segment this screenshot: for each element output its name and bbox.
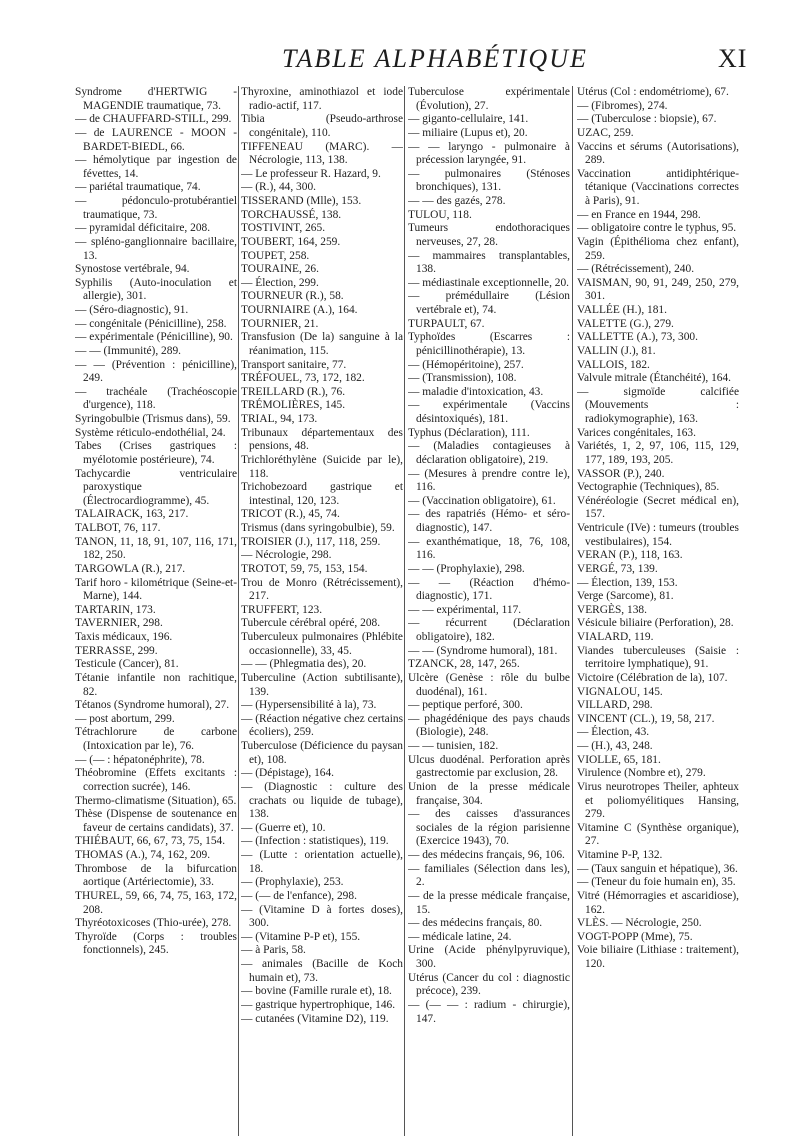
index-entry: — (— — : radium - chirurgie), 147. [408, 998, 570, 1025]
index-entry: — (Vaccination obligatoire), 61. [408, 494, 556, 507]
index-entry: VOGT-POPP (Mme), 75. [577, 930, 693, 943]
index-entry: TOURAINE, 26. [241, 263, 319, 276]
index-entry: — — tunisien, 182. [408, 740, 499, 752]
index-entry: — (— : hépatonéphrite), 78. [75, 753, 205, 766]
index-entry: — (Lutte : orientation actuelle), 18. [241, 849, 403, 875]
index-entry: Vaccination antidiphtérique-tétanique (Vaccinations correctes à Paris), 91. [577, 167, 739, 207]
index-entry: Vaccins et sérums (Autorisations), 289. [577, 140, 739, 167]
index-entry: VASSOR (P.), 240. [577, 467, 665, 480]
index-entry: Thyréotoxicoses (Thio-urée), 278. [75, 917, 232, 930]
index-entry: — sigmoïde calcifiée (Mouvements : radiokymographie), 163. [577, 385, 739, 425]
index-entry: Système réticulo-endothélial, 24. [75, 426, 226, 439]
index-entry: Virulence (Nombre et), 279. [577, 767, 706, 780]
index-entry: — exanthématique, 18, 76, 108, 116. [408, 535, 570, 562]
index-entry: Tachycardie ventriculaire paroxystique (Électrocardiogramme), 45. [75, 467, 237, 507]
index-entry: Tribunaux départementaux des pensions, 48. [241, 426, 403, 453]
index-entry: TROISIER (J.), 117, 118, 259. [241, 535, 381, 548]
index-entry: — (Tuberculose : biopsie), 67. [577, 113, 717, 126]
index-entry: — bovine (Famille rurale et), 18. [241, 985, 392, 998]
index-entry: Varices congénitales, 163. [577, 426, 696, 439]
index-entry: TARGOWLA (R.), 217. [75, 562, 186, 575]
index-entry: Transport sanitaire, 77. [241, 358, 347, 371]
index-entry: Vitamine P-P, 132. [577, 849, 663, 861]
index-entry: TANON, 11, 18, 91, 107, 116, 171, 182, 250. [75, 535, 237, 562]
index-entry: TOSTIVINT, 265. [241, 222, 326, 235]
index-entry: Trichobezoard gastrique et intestinal, 120, 123. [241, 481, 403, 507]
index-entry: Tubercule cérébral opéré, 208. [241, 617, 381, 630]
index-entry: THUREL, 59, 66, 74, 75, 163, 172, 208. [75, 889, 237, 916]
index-entry: TROTOT, 59, 75, 153, 154. [241, 562, 368, 575]
index-entry: — phagédénique des pays chauds (Biologie), 248. [408, 712, 570, 739]
index-entry: — — des gazés, 278. [408, 195, 506, 207]
index-entry: TOURNIAIRE (A.), 164. [241, 304, 358, 316]
index-entry: TRIAL, 94, 173. [241, 413, 318, 425]
index-entry: — giganto-cellulaire, 141. [408, 113, 529, 126]
index-entry: — prémédullaire (Lésion vertébrale et), 74. [408, 290, 570, 316]
index-entry: — expérimentale (Vaccins désintoxiqués), 181. [408, 399, 570, 425]
index-entry: Transfusion (De la) sanguine à la réanimation, 115. [241, 331, 403, 357]
index-entry: TRÉFOUEL, 73, 172, 182. [241, 372, 365, 385]
index-entry: Urine (Acide phénylpyruvique), 300. [408, 944, 570, 970]
index-entry: TAVERNIER, 298. [75, 617, 163, 630]
index-entry: — (Mesures à prendre contre le), 116. [408, 467, 570, 494]
index-entry: Victoire (Célébration de la), 107. [577, 671, 728, 684]
index-entry: — récurrent (Déclaration obligatoire), 182. [408, 617, 570, 643]
index-entry: VLÈS. — Nécrologie, 250. [577, 917, 702, 930]
index-entry: — des médecins français, 80. [408, 917, 543, 930]
index-entry: — (Taux sanguin et hépatique), 36. [577, 862, 738, 875]
index-entry: THOMAS (A.), 74, 162, 209. [75, 849, 211, 861]
index-entry: — médicale latine, 24. [408, 930, 512, 943]
index-entry: — mammaires transplantables, 138. [408, 249, 570, 276]
index-entry: Tétrachlorure de carbone (Intoxication par le), 76. [75, 726, 237, 752]
page-number: XI [718, 44, 748, 73]
index-entry: — expérimentale (Pénicilline), 90. [75, 331, 233, 344]
index-entry: Typhoïdes (Escarres : pénicillinothérapie), 13. [408, 331, 570, 357]
index-entry: Vésicule biliaire (Perforation), 28. [577, 617, 734, 630]
index-entry: Tuberculose expérimentale (Évolution), 27. [408, 86, 570, 112]
index-entry: VAISMAN, 90, 91, 249, 250, 279, 301. [577, 276, 739, 303]
index-entry: VIGNALOU, 145. [577, 685, 663, 698]
index-entry: Tuberculeux pulmonaires (Phlébite occasionnelle), 33, 45. [241, 631, 403, 657]
column-divider [238, 86, 239, 1136]
index-entry: — Nécrologie, 298. [241, 549, 332, 562]
index-entry: — (Hypersensibilité à la), 73. [241, 699, 377, 712]
index-entry: — à Paris, 58. [241, 944, 306, 957]
index-entry: Vagin (Épithélioma chez enfant), 259. [577, 235, 739, 262]
index-entry: — pariétal traumatique, 74. [75, 181, 201, 194]
index-entry: — pédonculo-protubérantiel traumatique, 73. [75, 195, 237, 221]
index-entry: UZAC, 259. [577, 126, 634, 139]
index-entry: Trismus (dans syringobulbie), 59. [241, 522, 395, 534]
index-entry: VERGÉ, 73, 139. [577, 562, 658, 575]
index-entry: Vitamine C (Synthèse organique), 27. [577, 821, 739, 848]
index-entry: — — (Réaction d'hémo-diagnostic), 171. [408, 576, 570, 603]
index-entry: — trachéale (Trachéoscopie d'urgence), 118. [75, 385, 237, 412]
index-entry: Tarif horo - kilométrique (Seine-et-Marne), 144. [75, 576, 237, 603]
index-entry: — post abortum, 299. [75, 712, 175, 725]
index-entry: Testicule (Cancer), 81. [75, 658, 179, 671]
index-entry: Virus neurotropes Theiler, aphteux et poliomyélitiques Hansing, 279. [577, 780, 739, 821]
index-entry: VERAN (P.), 118, 163. [577, 549, 683, 562]
index-entry: TARTARIN, 173. [75, 603, 156, 616]
index-entry: VALLÉE (H.), 181. [577, 304, 667, 316]
index-entry: TRICOT (R.), 45, 74. [241, 508, 340, 521]
index-entry: — cutanées (Vitamine D2), 119. [241, 1012, 389, 1025]
index-entry: Tabes (Crises gastriques : myélotomie postérieure), 74. [75, 440, 237, 466]
index-entry: — pulmonaires (Sténoses bronchiques), 131. [408, 167, 570, 194]
index-entry: Tuberculose (Déficience du paysan et), 108. [241, 740, 403, 766]
index-entry: — Élection, 43. [577, 726, 650, 739]
index-entry: Typhus (Déclaration), 111. [408, 426, 530, 439]
index-entry: — de LAURENCE - MOON - BARDET-BIEDL, 66. [75, 126, 237, 153]
index-entry: THIÉBAUT, 66, 67, 73, 75, 154. [75, 835, 226, 848]
index-entry: — familiales (Sélection dans les), 2. [408, 862, 570, 889]
index-entry: TORCHAUSSÉ, 138. [241, 208, 342, 221]
index-entry: TOUBERT, 164, 259. [241, 235, 341, 248]
index-entry: — (R.), 44, 300. [241, 181, 316, 194]
index-entry: Vectographie (Techniques), 85. [577, 481, 720, 494]
index-entry: — — expérimental, 117. [408, 603, 522, 616]
index-entry: — (Infection : statistiques), 119. [241, 835, 389, 848]
index-entry: — (Guerre et), 10. [241, 821, 326, 834]
index-entry: Synostose vertébrale, 94. [75, 263, 190, 276]
index-entry: Ulcus duodénal. Perforation après gastrectomie par exclusion, 28. [408, 753, 570, 780]
index-entry: — — (Immunité), 289. [75, 344, 181, 357]
index-entry: TOURNEUR (R.), 58. [241, 290, 344, 303]
index-entry: TRUFFERT, 123. [241, 603, 323, 616]
index-entry: — de la presse médicale française, 15. [408, 889, 570, 916]
index-entry: Vénéréologie (Secret médical en), 157. [577, 494, 739, 521]
index-entry: — hémolytique par ingestion de févettes, 14. [75, 154, 237, 180]
index-entry: — — (Phlegmatia des), 20. [241, 658, 367, 671]
index-entry: — (Vitamine P-P et), 155. [241, 930, 361, 943]
index-entry: TRÉMOLIÈRES, 145. [241, 399, 346, 412]
index-entry: — Élection, 299. [241, 276, 319, 289]
index-entry: VIALARD, 119. [577, 631, 654, 643]
index-entry: Thèse (Dispense de soutenance en faveur de certains candidats), 37. [75, 808, 237, 834]
index-entry: — (H.), 43, 248. [577, 740, 653, 752]
index-entry: — — (Syndrome humoral), 181. [408, 644, 558, 657]
index-entry: — peptique perforé, 300. [408, 699, 523, 712]
index-entry: TISSERAND (Mlle), 153. [241, 195, 362, 207]
column-divider [572, 86, 573, 1136]
index-entry: Trichloréthylène (Suicide par le), 118. [241, 453, 403, 480]
index-entry: VINCENT (CL.), 19, 58, 217. [577, 712, 715, 725]
index-entry: — congénitale (Pénicilline), 258. [75, 317, 227, 330]
index-entry: Ulcère (Genèse : rôle du bulbe duodénal), 161. [408, 671, 570, 698]
index-entry: — (Dépistage), 164. [241, 767, 334, 780]
index-entry: Tibia (Pseudo-arthrose congénitale), 110. [241, 113, 403, 139]
index-column-2 [241, 86, 403, 1136]
index-entry: Voie biliaire (Lithiase : traitement), 120. [577, 944, 739, 970]
index-entry: VIOLLE, 65, 181. [577, 753, 661, 766]
index-entry: Thyroxine, aminothiazol et iode radio-actif, 117. [241, 86, 403, 112]
index-entry: — — (Prévention : pénicilline), 249. [75, 358, 237, 385]
index-entry: TZANCK, 28, 147, 265. [408, 658, 520, 671]
column-divider [404, 86, 405, 1136]
index-entry: — Élection, 139, 153. [577, 576, 678, 589]
index-entry: — médiastinale exceptionnelle, 20. [408, 276, 569, 289]
index-entry: Ventricule (IVe) : tumeurs (troubles vestibulaires), 154. [577, 522, 739, 548]
index-entry: — des médecins français, 96, 106. [408, 849, 565, 861]
index-entry: — en France en 1944, 298. [577, 208, 701, 221]
index-entry: VERGÈS, 138. [577, 603, 647, 616]
index-entry: Syphilis (Auto-inoculation et allergie), 301. [75, 276, 237, 303]
index-entry: Trou de Monro (Rétrécissement), 217. [241, 576, 403, 603]
index-entry: Utérus (Col : endométriome), 67. [577, 86, 729, 98]
index-entry: VALLOIS, 182. [577, 358, 650, 371]
index-entry: — spléno-ganglionnaire bacillaire, 13. [75, 235, 237, 262]
index-entry: — (Séro-diagnostic), 91. [75, 304, 189, 316]
index-entry: — (Diagnostic : culture des crachats ou liquide de tubage), 138. [241, 780, 403, 821]
index-entry: Viandes tuberculeuses (Saisie : territoire lymphatique), 91. [577, 644, 739, 671]
index-entry: — gastrique hypertrophique, 146. [241, 998, 396, 1011]
index-entry: Taxis médicaux, 196. [75, 631, 173, 643]
index-entry: Thrombose de la bifurcation aortique (Artériectomie), 33. [75, 862, 237, 889]
index-entry: Thyroïde (Corps : troubles fonctionnels), 245. [75, 930, 237, 957]
index-entry: — — laryngo - pulmonaire à précession laryngée, 91. [408, 140, 570, 167]
index-entry: Variétés, 1, 2, 97, 106, 115, 129, 177, 189, 193, 205. [577, 440, 739, 466]
index-column-1 [75, 86, 237, 1136]
index-entry: — pyramidal déficitaire, 208. [75, 222, 211, 235]
index-entry: Union de la presse médicale française, 304. [408, 780, 570, 807]
index-entry: — (Rétrécissement), 240. [577, 263, 695, 276]
index-entry: — (Réaction négative chez certains écoliers), 259. [241, 712, 403, 739]
index-entry: TOUPET, 258. [241, 249, 310, 262]
index-entry: Syringobulbie (Trismus dans), 59. [75, 413, 231, 425]
index-entry: — miliaire (Lupus et), 20. [408, 126, 528, 139]
index-entry: VALLIN (J.), 81. [577, 344, 656, 357]
index-entry: Tuberculine (Action subtilisante), 139. [241, 671, 403, 698]
index-entry: Tétanie infantile non rachitique, 82. [75, 671, 237, 698]
index-entry: — (Vitamine D à fortes doses), 300. [241, 903, 403, 930]
index-entry: TURPAULT, 67. [408, 317, 485, 330]
index-entry: Valvule mitrale (Étanchéité), 164. [577, 372, 732, 385]
index-entry: — des rapatriés (Hémo- et séro-diagnostic), 147. [408, 508, 570, 534]
index-entry: Syndrome d'HERTWIG - MAGENDIE traumatique, 73. [75, 86, 237, 112]
index-entry: — (Transmission), 108. [408, 372, 517, 385]
index-entry: TOURNIER, 21. [241, 317, 319, 330]
index-entry: — (Prophylaxie), 253. [241, 876, 344, 889]
index-entry: Utérus (Cancer du col : diagnostic précoce), 239. [408, 971, 570, 998]
page-header [0, 44, 800, 84]
index-entry: — (Teneur du foie humain en), 35. [577, 876, 736, 889]
index-entry: — (— de l'enfance), 298. [241, 889, 357, 902]
index-entry: Thermo-climatisme (Situation), 65. [75, 794, 237, 807]
index-entry: VALLETTE (A.), 73, 300. [577, 331, 698, 344]
index-entry: — obligatoire contre le typhus, 95. [577, 222, 737, 235]
index-entry: VILLARD, 298. [577, 699, 653, 712]
index-entry: — maladie d'intoxication, 43. [408, 385, 544, 398]
index-entry: VALETTE (G.), 279. [577, 317, 674, 330]
index-entry: TREILLARD (R.), 76. [241, 385, 346, 398]
index-entry: Tétanos (Syndrome humoral), 27. [75, 699, 230, 712]
index-entry: — (Fibromes), 274. [577, 99, 668, 112]
index-column-4 [577, 86, 739, 1136]
index-entry: TULOU, 118. [408, 208, 472, 221]
index-entry: — — (Prophylaxie), 298. [408, 562, 525, 575]
index-entry: Verge (Sarcome), 81. [577, 590, 674, 603]
index-entry: Vitré (Hémorragies et ascaridiose), 162. [577, 889, 739, 916]
page-title: TABLE ALPHABÉTIQUE [282, 44, 588, 73]
index-entry: Tumeurs endothoraciques nerveuses, 27, 28. [408, 222, 570, 248]
index-entry: — (Maladies contagieuses à déclaration obligatoire), 219. [408, 440, 570, 466]
index-entry: — Le professeur R. Hazard, 9. [241, 167, 381, 180]
index-entry: TALAIRACK, 163, 217. [75, 508, 189, 521]
index-entry: Théobromine (Effets excitants : correction sucrée), 146. [75, 767, 237, 793]
index-entry: TIFFENEAU (MARC). — Nécrologie, 113, 138. [241, 140, 403, 167]
index-entry: TERRASSE, 299. [75, 644, 158, 657]
index-column-3 [408, 86, 570, 1136]
index-entry: — (Hémopéritoine), 257. [408, 358, 524, 371]
index-entry: — des caisses d'assurances sociales de la région parisienne (Exercice 1943), 70. [408, 808, 570, 848]
index-entry: — de CHAUFFARD-STILL, 299. [75, 113, 232, 126]
index-entry: — animales (Bacille de Koch humain et), 73. [241, 958, 403, 984]
index-entry: TALBOT, 76, 117. [75, 522, 161, 534]
